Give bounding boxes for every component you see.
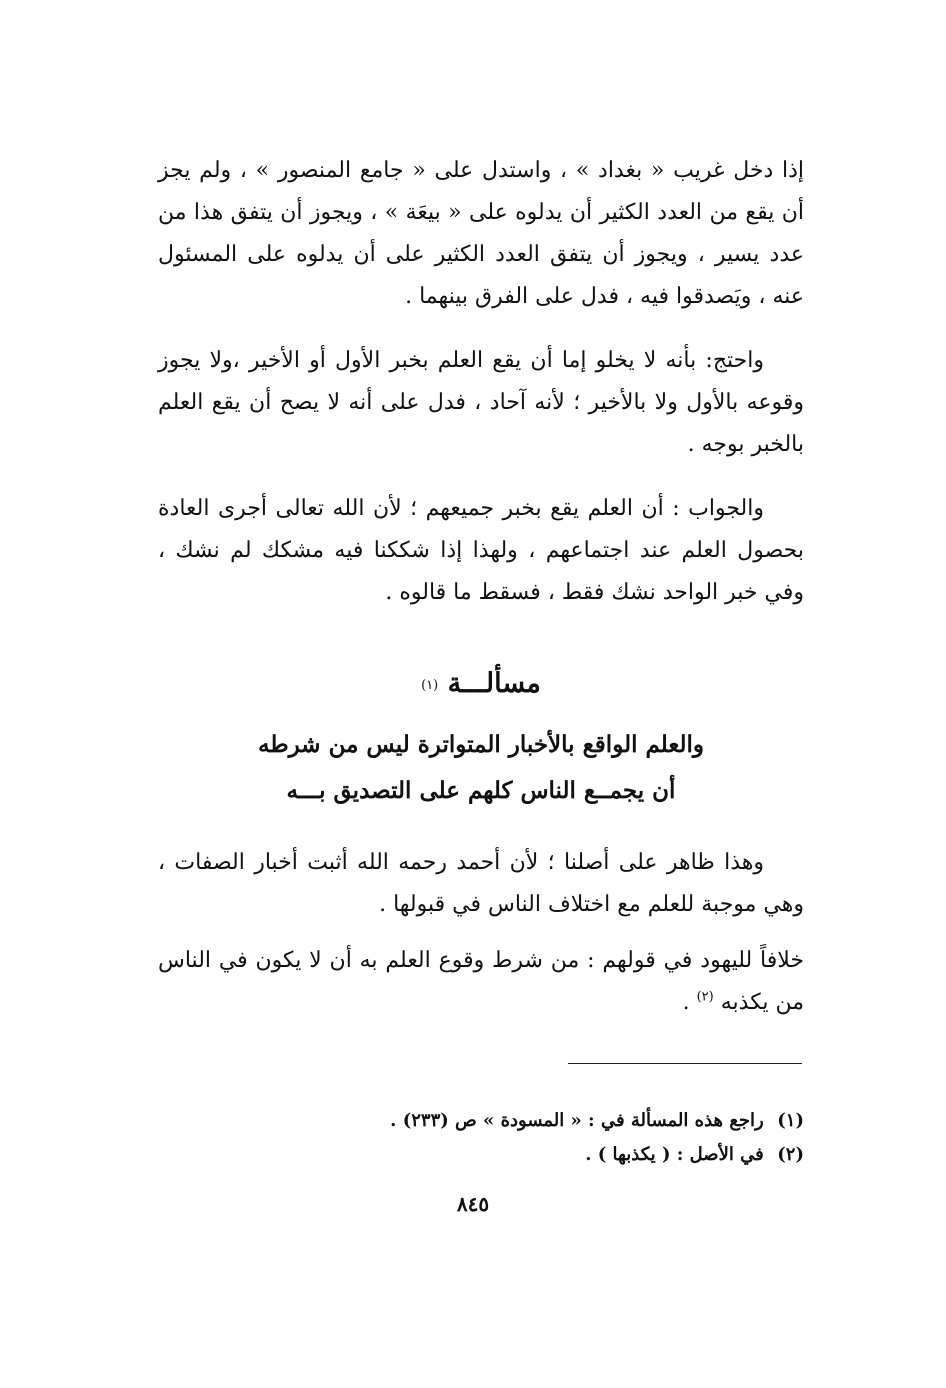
footnotes — [158, 1104, 804, 1172]
footnote-2 — [158, 1138, 804, 1172]
footnote-1-text: راجع هذه المسألة في : « المسودة » ص (٢٣٣) . — [390, 1110, 764, 1131]
paragraph-5-end: . — [682, 990, 697, 1015]
paragraph-1-block — [158, 150, 804, 318]
paragraph-3-block — [158, 488, 804, 614]
page-number: ٨٤٥ — [456, 1192, 490, 1216]
footnote-2-text: في الأصل : ( يكذبها ) . — [585, 1144, 764, 1165]
paragraph-5-text: خلافاً لليهود في قولهم : من شرط وقوع العلم به أن لا يكون في الناس من يكذبه — [158, 948, 804, 1015]
section-title — [158, 660, 804, 708]
footnote-1 — [158, 1104, 804, 1138]
paragraph-4-block — [158, 842, 804, 926]
section-subtitle — [158, 722, 804, 814]
section-subtitle-line-1: والعلم الواقع بالأخبار المتواترة ليس من شرطه — [257, 731, 705, 758]
paragraph-2: واحتج: بأنه لا يخلو إما أن يقع العلم بخبر الأول أو الأخير ،ولا يجوز وقوعه بالأول ولا بالأخير ؛ لأنه آحاد ، فدل على أنه لا يصح أن يقع العلم بالخبر بوجه . — [158, 348, 804, 457]
footnote-1-number: (١) — [777, 1110, 804, 1131]
paragraph-2-block — [158, 340, 804, 466]
section-title-text: مسألـــة — [447, 668, 541, 699]
paragraph-1: إذا دخل غريب « بغداد » ، واستدل على « جامع المنصور » ، ولم يجز أن يقع من العدد الكثير أن يدلوه على « بيعَة » ، ويجوز أن يتفق هذا من عدد يسير ، ويجوز أن يتفق العدد الكثير على أن يدلوه على المسئول عنه ، ويَصدقوا فيه ، فدل على الفرق بينهما . — [158, 158, 804, 309]
paragraph-5 — [158, 940, 804, 1024]
footnote-divider — [568, 1063, 802, 1064]
section-subtitle-line-2: أن يجمــع الناس كلهم على التصديق بـــه — [286, 777, 676, 804]
section-title-footnote-ref: (١) — [421, 678, 439, 693]
paragraph-5-block — [158, 940, 804, 1024]
paragraph-4: وهذا ظاهر على أصلنا ؛ لأن أحمد رحمه الله أثبت أخبار الصفات ، وهي موجبة للعلم مع اختلاف الناس في قبولها . — [158, 850, 804, 917]
paragraph-3: والجواب : أن العلم يقع بخبر جميعهم ؛ لأن الله تعالى أجرى العادة بحصول العلم عند اجتماعهم ، ولهذا إذا شككنا فيه مشكك لم نشك ، وفي خبر الواحد نشك فقط ، فسقط ما قالوه . — [158, 496, 804, 605]
paragraph-5-footnote-ref: (٢) — [696, 989, 714, 1005]
footnote-2-number: (٢) — [777, 1144, 804, 1165]
